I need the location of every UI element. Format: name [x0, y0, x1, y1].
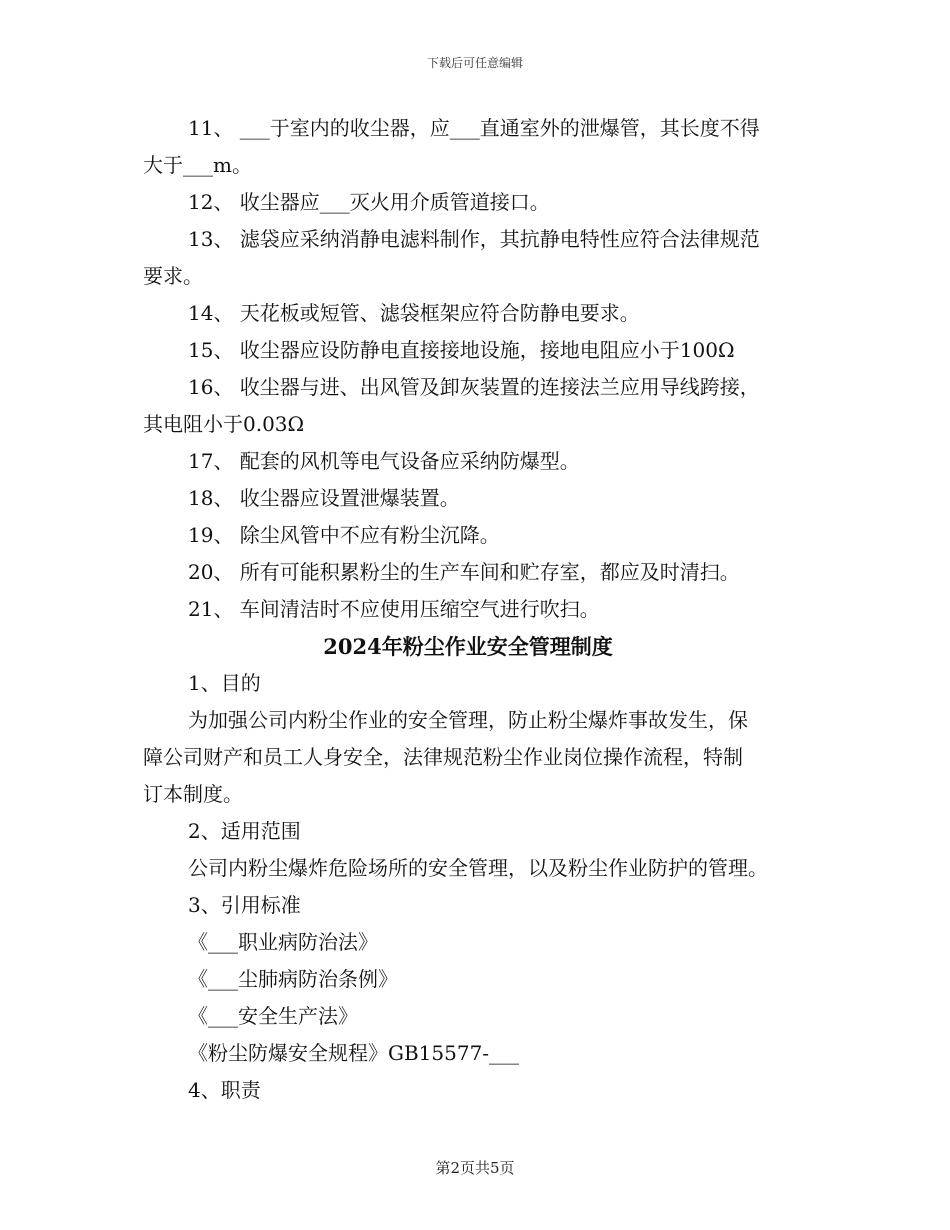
paragraph-line: 4、职责: [188, 1078, 261, 1102]
document-body: [143, 110, 813, 1109]
paragraph-line: 12、 收尘器应___灭火用介质管道接口。: [188, 190, 550, 214]
paragraph-line: 3、引用标准: [188, 893, 301, 917]
page-header: 下载后可任意编辑: [426, 56, 523, 70]
paragraph-line: 《___职业病防治法》: [188, 930, 378, 954]
paragraph-line: 17、 配套的风机等电气设备应采纳防爆型。: [188, 449, 580, 473]
paragraph-line: 21、 车间清洁时不应使用压缩空气进行吹扫。: [188, 597, 600, 621]
paragraph-line: 14、 天花板或短管、滤袋框架应符合防静电要求。: [188, 301, 640, 325]
document-title: 2024年粉尘作业安全管理制度: [323, 634, 613, 659]
paragraph-line: 《___安全生产法》: [188, 1004, 358, 1028]
paragraph-line: 16、 收尘器与进、出风管及卸灰装置的连接法兰应用导线跨接，: [188, 375, 760, 399]
paragraph-line: 《___尘肺病防治条例》: [188, 967, 398, 991]
paragraph-line: 订本制度。: [143, 782, 243, 806]
paragraph-line: 1、目的: [188, 671, 261, 695]
paragraph-line: 2、适用范围: [188, 819, 301, 843]
paragraph-line: 20、 所有可能积累粉尘的生产车间和贮存室，都应及时清扫。: [188, 560, 740, 584]
section-after-title: [143, 665, 813, 1109]
paragraph-line: 障公司财产和员工人身安全，法律规范粉尘作业岗位操作流程，特制: [143, 745, 743, 769]
paragraph-line: 19、 除尘风管中不应有粉尘沉降。: [188, 523, 500, 547]
paragraph-line: 大于___m。: [143, 153, 252, 177]
paragraph-line: 其电阻小于0.03Ω: [143, 412, 305, 436]
paragraph-line: 要求。: [143, 264, 203, 288]
section-before-title: [143, 110, 813, 628]
paragraph-line: 13、 滤袋应采纳消静电滤料制作，其抗静电特性应符合法律规范: [188, 227, 760, 251]
paragraph-line: 15、 收尘器应设防静电直接接地设施，接地电阻应小于100Ω: [188, 338, 735, 362]
paragraph-line: 《粉尘防爆安全规程》GB15577-___: [188, 1041, 520, 1065]
paragraph-line: 为加强公司内粉尘作业的安全管理，防止粉尘爆炸事故发生，保: [188, 708, 748, 732]
page-footer: 第2页共5页: [435, 1159, 515, 1177]
paragraph-line: 11、 ___于室内的收尘器，应___直通室外的泄爆管，其长度不得: [188, 116, 760, 140]
paragraph-line: 18、 收尘器应设置泄爆装置。: [188, 486, 460, 510]
paragraph-line: 公司内粉尘爆炸危险场所的安全管理，以及粉尘作业防护的管理。: [188, 856, 768, 880]
